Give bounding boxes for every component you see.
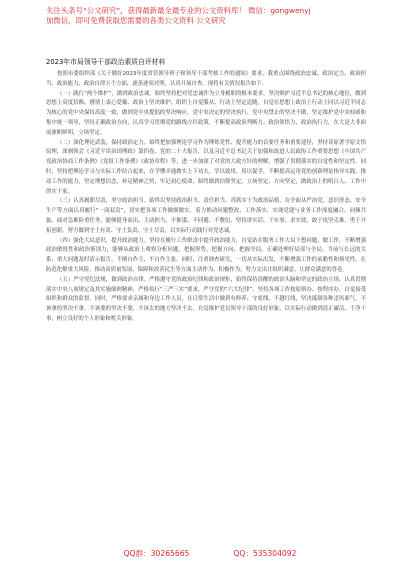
qq-group: QQ群：30265665 (123, 549, 190, 558)
qq-number: QQ：535304092 (233, 549, 297, 558)
paragraph-political-loyalty: （一）践行“两个维护”，做到政治忠诚。始终坚持把对党忠诚作为立身履职的根本要求，坚决维护习近平总书记的核心地位，做到思想上高度信赖、感情上衷心爱戴、政治上坚决维护、组织上自觉服从、行动上坚定追随，自觉在思想上政治上行动上同以习近平同志为核心的党中央保持高度一致，做到党中央提倡的坚决响应、党中央决定的坚决执行、党中央禁止的坚决不做，坚定维护党中央权威和集中统一领导，坚持正确政治方向，认真学习贯彻党的路线方针政策，不断提高政治判断力、政治领悟力、政治执行力，在大是大非面前旗帜鲜明、立场坚定。 (46, 90, 366, 136)
paragraph-political-responsibility: （三）认真履职尽责，坚守政治担当。始终以坚持政治担当、责任担当、真抓实干为政治品格，在全面从严治党、意识形态、安全生产等方面认真履行“一岗双责”，切实把各项工作做细做实，着力推动问题整改、工作落实，实现党建与业务工作深度融合、同频共振。面对急难险重任务，能够挺身而出、主动担当，不推诿、不回避、不敷衍，坚持讲实话、干实事、求实效，敢于攻坚克难，勇于开拓创新，努力做到守土有责、守土负责、守土尽责，以实际行动践行对党忠诚。 (46, 198, 366, 234)
footer-contacts (60, 549, 360, 559)
banner-line-2: 加微信，即可免费获取您需要的各类公文资料 公文研究 (46, 16, 226, 25)
document-title: 2023年市局领导干部政治素质自评材料 (46, 58, 166, 66)
paragraph-political-discipline: （五）严守党纪法规，做到政治自律。严格遵守党的政治纪律和政治规矩，始终保持清醒的政治头脑和坚定的政治立场，认真贯彻落实中央八项规定及其实施细则精神，严格执行“三严三实”要求，严守党的“六大纪律”，坚持各项工作按原则办、按程序办，自觉接受组织和群众的监督。同时，严格要求亲属和身边工作人员，在日常生活中做到有修养、守底线、不越红线，坚决抵制各种歪风邪气，不该拿的坚决不拿，不该要的坚决不要，不该去的地方坚决不去，自觉维护党员领导干部的良好形象，以实际行动做到清正廉洁、干净干事，树立良好的个人形象和机关形象。 (46, 276, 366, 322)
paragraph-intro: 按照市委组织部《关于做好2023年度省管领导班子和领导干部考核工作的通知》要求，我重点围绕政治忠诚、政治定力、政治担当、政治能力、政治自律五个方面，逐条逐项对照，认真开展自查。现将有关情况报告如下： (46, 71, 366, 87)
banner-line-1: 关注头条号“公文研究”，获得最新最全最专业的公文资料库！ 微信：gongwenyj (46, 6, 311, 15)
document-body (46, 70, 366, 548)
paragraph-political-resolve: （二）深化理论武装，保持政治定力。始终把加强理论学习作为锤炼党性、提升能力的首要任务和重要途径，坚持读原著学原文悟原理，深刻领会《习近平谈治国理政》第四卷、党的二十大报告，以及习近平总书记关于加强和改进人民政协工作重要思想《中国共产党政治协商工作条例》《党组工作条例》《政协章程》等，进一步加深了对党的大政方针的理解，增强了贯彻落实的自觉性和坚定性。同时，坚持把理论学习与实际工作结合起来，在学懂弄通做实上下功夫，学以致用、用以促学，不断提高运用党的创新理论指导实践、推动工作的能力，坚定理想信念，补足精神之钙，牢记初心使命，始终做到信仰坚定、立场坚定、方向坚定，做政治上的明白人、工作中的实干家。 (46, 139, 366, 195)
promo-banner (46, 6, 376, 28)
paragraph-political-ability: （四）强化大局意识，提升政治能力。坚持在履行工作职责中提升政治能力，自觉站在服务工作大局下想问题、做工作，不断增强政治敏锐性和政治鉴别力，能够从政治上观察分析问题，把握形势、把握方向、把握全局，正确处理好局部与全局、当前与长远的关系，重大问题及时请示报告，不擅自作主、不自作主张。同时，注重调查研究，一切从实际出发，不断增强工作的前瞻性和预见性，在防范化解重大风险、推动高质量发展、保障和改善民生等方面主动作为、积极作为，努力交出让组织满意、让群众满意的答卷。 (46, 237, 366, 273)
